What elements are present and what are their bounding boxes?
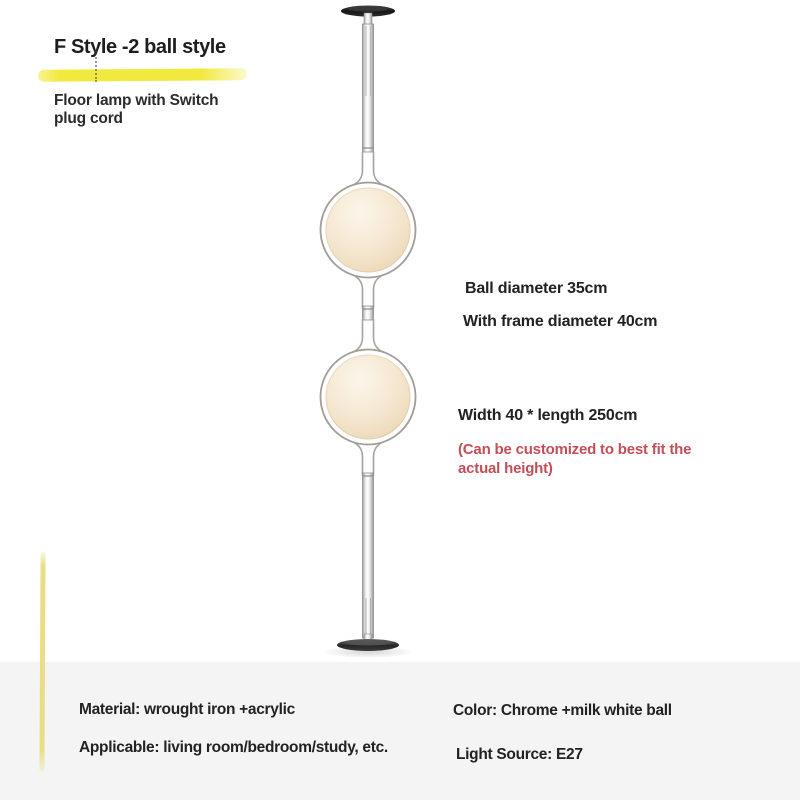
- spec-applicable: Applicable: living room/bedroom/study, etc.: [79, 739, 388, 756]
- product-style-title: F Style -2 ball style: [54, 36, 226, 58]
- upper-pole: [363, 24, 374, 152]
- annotation-frame-diameter: With frame diameter 40cm: [463, 313, 658, 330]
- upper-ball-lamp: [321, 152, 416, 308]
- middle-pole: [363, 306, 374, 320]
- spec-material: Material: wrought iron +acrylic: [79, 701, 295, 718]
- annotation-dimensions: Width 40 * length 250cm: [458, 407, 638, 424]
- spec-light-source: Light Source: E27: [456, 746, 583, 763]
- ceiling-mount-disc: [341, 6, 395, 26]
- annotation-ball-diameter: Ball diameter 35cm: [465, 280, 608, 297]
- floor-base-disc: [337, 634, 399, 651]
- lower-pole: [363, 473, 374, 638]
- spec-color: Color: Chrome +milk white ball: [453, 702, 672, 719]
- annotation-customization-note: (Can be customized to best fit the actual height): [458, 441, 692, 477]
- stray-dotted-mark: [95, 50, 97, 82]
- spec-footer-band: [0, 662, 800, 800]
- lower-ball-lamp: [321, 319, 416, 475]
- title-highlight-marker: [38, 68, 247, 81]
- product-subtitle: Floor lamp with Switch plug cord: [54, 92, 219, 127]
